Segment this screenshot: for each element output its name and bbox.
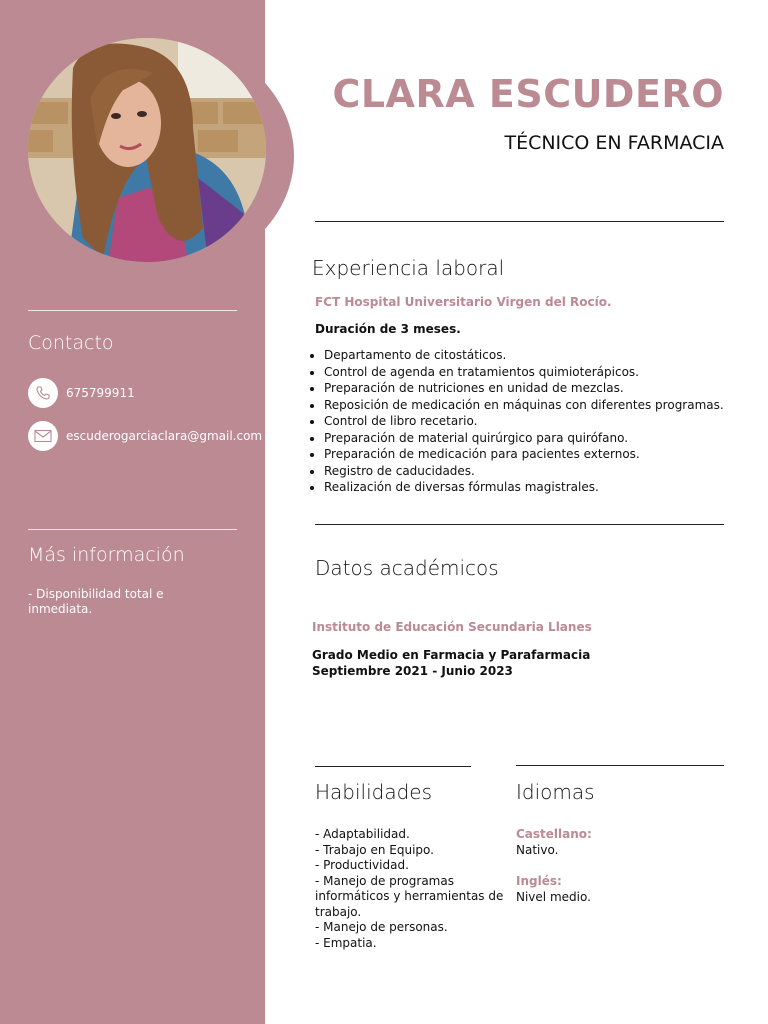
experience-company: FCT Hospital Universitario Virgen del Rocío. xyxy=(315,295,612,309)
education-heading: Datos académicos xyxy=(315,556,499,580)
experience-heading: Experiencia laboral xyxy=(312,256,505,280)
header-divider xyxy=(315,221,724,222)
email-address: escuderogarciaclara@gmail.com xyxy=(66,429,263,443)
list-item: - Manejo de programas informáticos y herramientas de trabajo. xyxy=(315,873,504,919)
list-item: • Reposición de medicación en máquinas con diferentes programas. xyxy=(324,397,724,414)
sidebar-divider xyxy=(28,310,237,311)
more-info-heading: Más información xyxy=(28,544,185,566)
list-item: • Control de libro recetario. xyxy=(324,413,724,430)
list-item: - Adaptabilidad. xyxy=(315,827,410,841)
language-level: Nivel medio. xyxy=(516,889,591,904)
skills-list xyxy=(315,827,510,951)
education-school: Instituto de Educación Secundaria Llanes xyxy=(312,620,592,634)
languages-divider xyxy=(516,765,724,766)
profile-photo xyxy=(28,38,266,262)
candidate-name: CLARA ESCUDERO xyxy=(332,72,724,116)
language-name: Inglés: xyxy=(516,874,562,888)
contact-heading: Contacto xyxy=(28,332,114,354)
education-degree: Grado Medio en Farmacia y Parafarmacia xyxy=(312,648,591,662)
list-item: • Control de agenda en tratamientos quimioterápicos. xyxy=(324,364,724,381)
more-info-text: - Disponibilidad total e inmediata. xyxy=(28,587,164,616)
candidate-role: TÉCNICO EN FARMACIA xyxy=(504,132,724,154)
experience-duration: Duración de 3 meses. xyxy=(315,322,461,336)
language-level: Nativo. xyxy=(516,842,559,857)
list-item: • Realización de diversas fórmulas magistrales. xyxy=(324,479,724,496)
list-item: - Empatia. xyxy=(315,935,377,950)
list-item: - Trabajo en Equipo. xyxy=(315,842,434,857)
education-dates: Septiembre 2021 - Junio 2023 xyxy=(312,664,513,678)
phone-number: 675799911 xyxy=(66,386,135,400)
language-name: Castellano: xyxy=(516,827,592,841)
list-item: - Productividad. xyxy=(315,858,409,872)
list-item: • Preparación de material quirúrgico para quirófano. xyxy=(324,430,724,447)
languages-list xyxy=(516,827,716,905)
list-item: • Departamento de citostáticos. xyxy=(324,347,724,364)
list-item: - Manejo de personas. xyxy=(315,920,448,934)
experience-divider xyxy=(315,524,724,525)
skills-heading: Habilidades xyxy=(315,780,433,804)
skills-divider xyxy=(315,766,471,767)
contact-phone xyxy=(28,378,135,408)
list-item: • Registro de caducidades. xyxy=(324,463,724,480)
mail-icon xyxy=(28,421,58,451)
contact-email xyxy=(28,421,262,451)
list-item: • Preparación de nutriciones en unidad de mezclas. xyxy=(324,380,724,397)
experience-task-list xyxy=(308,347,724,496)
sidebar-divider xyxy=(28,529,237,530)
languages-heading: Idiomas xyxy=(516,780,595,804)
list-item: • Preparación de medicación para pacientes externos. xyxy=(324,446,724,463)
phone-icon xyxy=(28,378,58,408)
